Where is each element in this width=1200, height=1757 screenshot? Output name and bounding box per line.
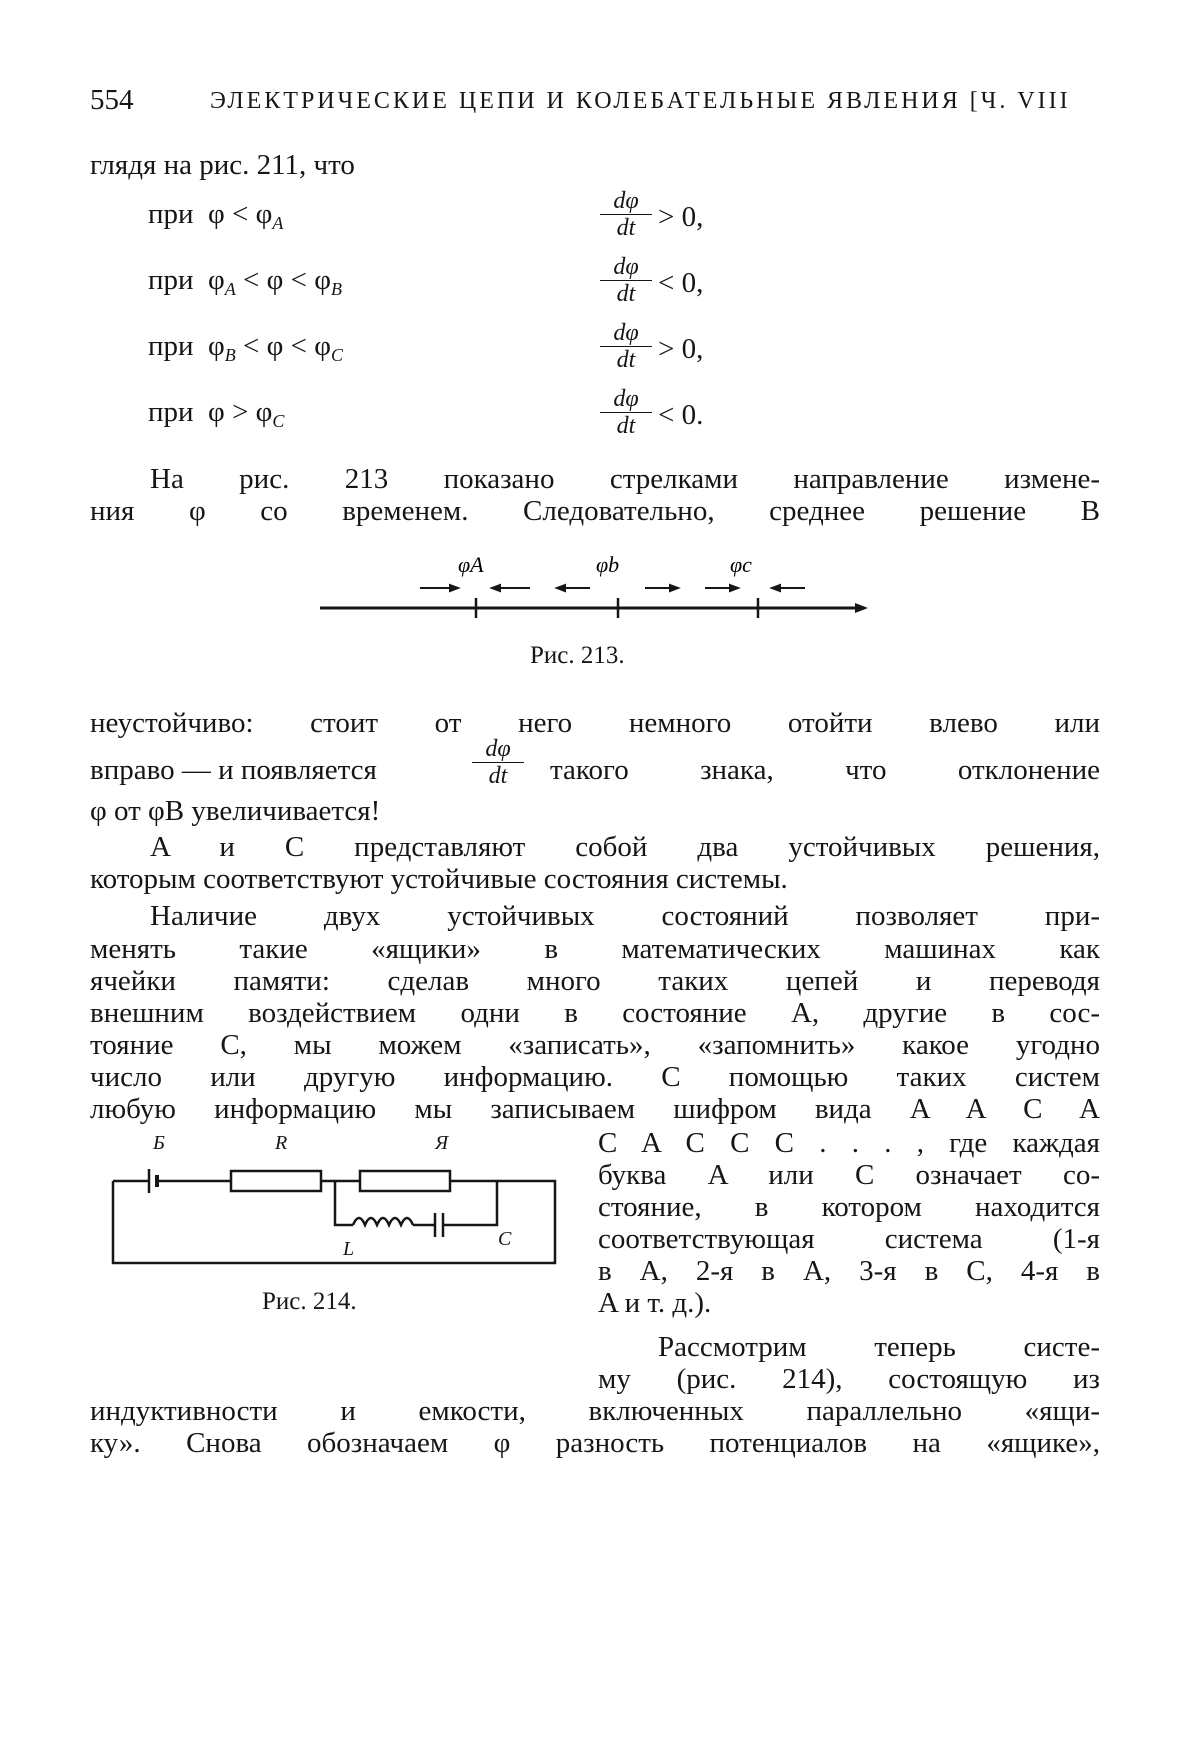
paragraph5-line1: Рассмотрим теперь систе- [658,1331,1100,1363]
derivative-4 [600,386,652,439]
intro-line: глядя на рис. 211, что [90,149,355,181]
derivative-denominator: dt [616,215,636,241]
derivative-denominator: dt [616,413,636,439]
phi-c-label: φc [730,552,752,577]
inductor-label: L [343,1238,355,1260]
paragraph4-line6: число или другую информацию. С помощью таких систем [90,1061,1100,1093]
condition-tail: < φ < φ [235,264,331,296]
paragraph5-line3: индуктивности и емкости, включенных параллельно «ящи- [90,1395,1100,1427]
condition-sub: A [272,213,284,233]
battery-label: Б [153,1132,165,1154]
condition-expr: φ [208,330,225,362]
figure-213-caption: Рис. 213. [530,642,625,669]
wrap-line5: в A, 2-я в A, 3-я в C, 4-я в [598,1255,1100,1287]
condition-sub: B [224,345,236,365]
inline-derivative [472,736,524,789]
derivative-1 [600,188,652,241]
paragraph4-line4: внешним воздействием одни в состояние A, другие в сос- [90,997,1100,1029]
axis-arrowhead [855,603,868,613]
derivative-numerator: dφ [600,254,652,281]
paragraph2-line2 [90,736,1100,796]
circuit-wires [113,1169,555,1263]
wrap-line3: стояние, в котором находится [598,1191,1100,1223]
page-number: 554 [90,84,134,116]
direction-arrows [420,585,805,591]
condition-word: при [148,198,194,230]
wrap-line1: C A C C C . . . , где каждая [598,1127,1100,1159]
paragraph4-line2: менять такие «ящики» в математических машинах как [90,933,1100,965]
condition-word: при [148,330,194,362]
relation-3: > 0, [658,333,704,365]
paragraph1-line1: На рис. 213 показано стрелками направление измене- [150,463,1100,495]
paragraph2-line1: неустойчиво: стоит от него немного отойти влево или [90,707,1100,739]
derivative-numerator: dφ [600,188,652,215]
condition-tail-sub: C [330,345,343,365]
paragraph1-line2: ния φ со временем. Следовательно, среднее решение B [90,495,1100,527]
paragraph3-line2: которым соответствуют устойчивые состояния системы. [90,863,788,895]
inline-derivative-numerator: dφ [472,736,524,763]
phi-a-label: φA [458,552,484,577]
inline-derivative-denominator: dt [488,763,508,789]
wrap-line2: буква A или C означает со- [598,1159,1100,1191]
condition-sub: C [272,411,285,431]
condition-3 [148,330,343,366]
paragraph5-line4: ку». Снова обозначаем φ разность потенциалов на «ящике», [90,1427,1100,1459]
paragraph4-line7: любую информацию мы записываем шифром вида A A C A [90,1093,1100,1125]
condition-tail: < φ < φ [235,330,331,362]
derivative-denominator: dt [616,347,636,373]
box-label: Я [435,1132,449,1154]
paragraph5-line2: му (рис. 214), состоящую из [598,1363,1100,1395]
condition-tail-sub: B [330,279,342,299]
paragraph2-line3: φ от φB увеличивается! [90,795,381,827]
condition-sub: A [224,279,236,299]
condition-2 [148,264,342,300]
relation-1: > 0, [658,201,704,233]
box-element [360,1171,450,1191]
wrap-line6: A и т. д.). [598,1287,712,1319]
condition-expr: φ [208,264,225,296]
resistor-label: R [275,1132,288,1154]
relation-4: < 0. [658,399,704,431]
capacitor-label: C [498,1228,512,1250]
paragraph3-line1: A и C представляют собой два устойчивых решения, [150,831,1100,863]
inductor-coil [353,1218,413,1225]
derivative-3 [600,320,652,373]
derivative-denominator: dt [616,281,636,307]
paragraph4-line5: тояние C, мы можем «записать», «запомнить» какое угодно [90,1029,1100,1061]
wrap-line4: соответствующая система (1-я [598,1223,1100,1255]
derivative-numerator: dφ [600,386,652,413]
condition-word: при [148,396,194,428]
derivative-2 [600,254,652,307]
paragraph4-line1: Наличие двух устойчивых состояний позволяет при- [150,900,1100,932]
figure-214-circuit [105,1125,565,1275]
running-title: ЭЛЕКТРИЧЕСКИЕ ЦЕПИ И КОЛЕБАТЕЛЬНЫЕ ЯВЛЕНИЯ [Ч. VIII [210,88,1071,114]
resistor-r [231,1171,321,1191]
line2-before: вправо — и появляется [90,754,377,786]
condition-word: при [148,264,194,296]
relation-2: < 0, [658,267,704,299]
condition-4 [148,396,284,432]
figure-214-caption: Рис. 214. [262,1288,357,1315]
condition-expr: φ > φ [208,396,273,428]
condition-1 [148,198,283,234]
condition-expr: φ < φ [208,198,273,230]
line2-after: такого знака, что отклонение [550,754,1100,786]
derivative-numerator: dφ [600,320,652,347]
phi-b-label: φb [596,552,620,577]
figure-213-diagram [310,548,870,638]
paragraph4-line3: ячейки памяти: сделав много таких цепей и переводя [90,965,1100,997]
